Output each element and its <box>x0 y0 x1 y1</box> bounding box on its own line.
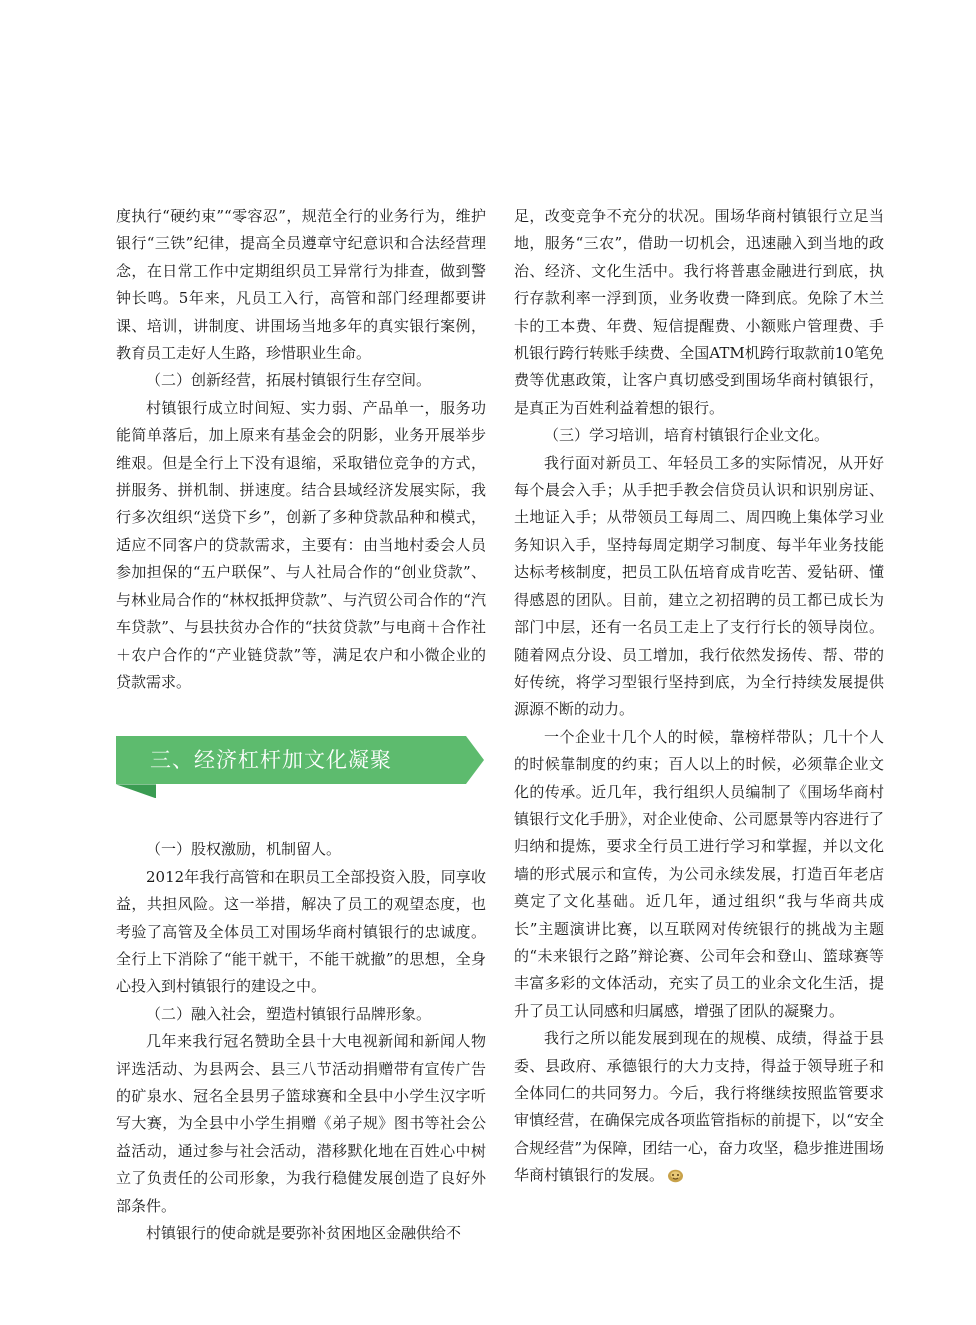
paragraph-text: 我行之所以能发展到现在的规模、成绩，得益于县委、县政府、承德银行的大力支持，得益于领导班子和全体同仁的共同努力。今后，我行将继续按照监管要求审慎经营，在确保完成各项监管指标的前提下，以“安全合规经营”为保障，团结一心，奋力攻坚，稳步推进围场华商村镇银行的发展。 <box>514 1029 884 1185</box>
closing-paragraph <box>514 1025 884 1189</box>
paragraph: 2012年我行高管和在职员工全部投资入股，同享收益，共担风险。这一举措，解决了员工的观望态度，也考验了高管及全体员工对围场华商村镇银行的忠诚度。全行上下消除了“能干就干，不能干就撤”的思想，全身心投入到村镇银行的建设之中。 <box>116 867 486 996</box>
subheading: （二）创新经营，拓展村镇银行生存空间。 <box>146 371 432 390</box>
ribbon-arrow <box>466 736 484 784</box>
paragraph: 一个企业十几个人的时候，靠榜样带队；几十个人的时候靠制度的约束；百人以上的时候，必须靠企业文化的传承。近几年，我行组织人员编制了《围场华商村镇银行文化手册》，对企业使命、公司愿景等内容进行了归纳和提炼，要求全行员工进行学习和掌握，并以文化墙的形式展示和宣传，为公司永续发展，打造百年老店奠定了文化基础。近几年，通过组织“我与华商共成长”主题演讲比赛，以互联网对传统银行的挑战为主题的“未来银行之路”辩论赛、公司年会和登山、篮球赛等丰富多彩的文体活动，充实了员工的业余文化生活，提升了员工认同感和归属感，增强了团队的凝聚力。 <box>514 727 884 1020</box>
paragraph: 村镇银行的使命就是要弥补贫困地区金融供给不 <box>146 1224 462 1242</box>
left-column <box>116 203 486 1247</box>
subheading: （三）学习培训，培育村镇银行企业文化。 <box>544 426 830 445</box>
paragraph: 足，改变竞争不充分的状况。围场华商村镇银行立足当地，服务“三农”，借助一切机会，迅速融入到当地的政治、经济、文化生活中。我行将普惠金融进行到底，执行存款利率一浮到顶，业务收费一降到底。免除了木兰卡的工本费、年费、短信提醒费、小额账户管理费、手机银行跨行转账手续费、全国ATM机跨行取款前10笔免费等优惠政策，让客户真切感受到围场华商村镇银行，是真正为百姓利益着想的银行。 <box>514 207 884 417</box>
section-title: 三、经济杠杆加文化凝聚 <box>150 748 392 773</box>
section-heading-band <box>116 736 486 798</box>
paragraph: 度执行“硬约束”“零容忍”，规范全行的业务行为，维护银行“三铁”纪律，提高全员遵章守纪意识和合法经营理念，在日常工作中定期组织员工异常行为排查，做到警钟长鸣。5年来，凡员工入行，高管和部门经理都要讲课、培训，讲制度、讲围场当地多年的真实银行案例，教育员工走好人生路，珍惜职业生命。 <box>116 207 486 363</box>
paragraph: 村镇银行成立时间短、实力弱、产品单一，服务功能简单落后，加上原来有基金会的阴影，业务开展举步维艰。但是全行上下没有退缩，采取错位竞争的方式，拼服务、拼机制、拼速度。结合县域经济发展实际，我行多次组织“送贷下乡”，创新了多种贷款品种和模式，适应不同客户的贷款需求，主要有：由当地村委会人员参加担保的“五户联保”、与人社局合作的“创业贷款”、与林业局合作的“林权抵押贷款”、与汽贸公司合作的“汽车贷款”、与县扶贫办合作的“扶贫贷款”与电商＋合作社＋农户合作的“产业链贷款”等，满足农户和小微企业的贷款需求。 <box>116 398 486 691</box>
ribbon-fold <box>116 784 156 798</box>
right-column <box>514 203 884 1190</box>
subheading: （一）股权激励，机制留人。 <box>146 840 342 859</box>
paragraph: 我行面对新员工、年轻员工多的实际情况，从开好每个晨会入手；从手把手教会信贷员认识和识别房证、土地证入手；从带领员工每周二、周四晚上集体学习业务知识入手，坚持每周定期学习制度、每半年业务技能达标考核制度，把员工队伍培育成肯吃苦、爱钻研、懂得感恩的团队。目前，建立之初招聘的员工都已成长为部门中层，还有一名员工走上了支行行长的领导岗位。随着网点分设、员工增加，我行依然发扬传、帮、带的好传统，将学习型银行坚持到底，为全行持续发展提供源源不断的动力。 <box>514 453 884 719</box>
paragraph: 几年来我行冠名赞助全县十大电视新闻和新闻人物评选活动、为县两会、县三八节活动捐赠带有宣传广告的矿泉水、冠名全县男子篮球赛和全县中小学生汉字听写大赛，为全县中小学生捐赠《弟子规》图书等社会公益活动，通过参与社会活动，潜移默化地在百姓心中树立了负责任的公司形象，为我行稳健发展创造了良好外部条件。 <box>116 1032 486 1215</box>
bean-end-icon <box>667 1168 684 1183</box>
subheading: （二）融入社会，塑造村镇银行品牌形象。 <box>146 1004 432 1023</box>
